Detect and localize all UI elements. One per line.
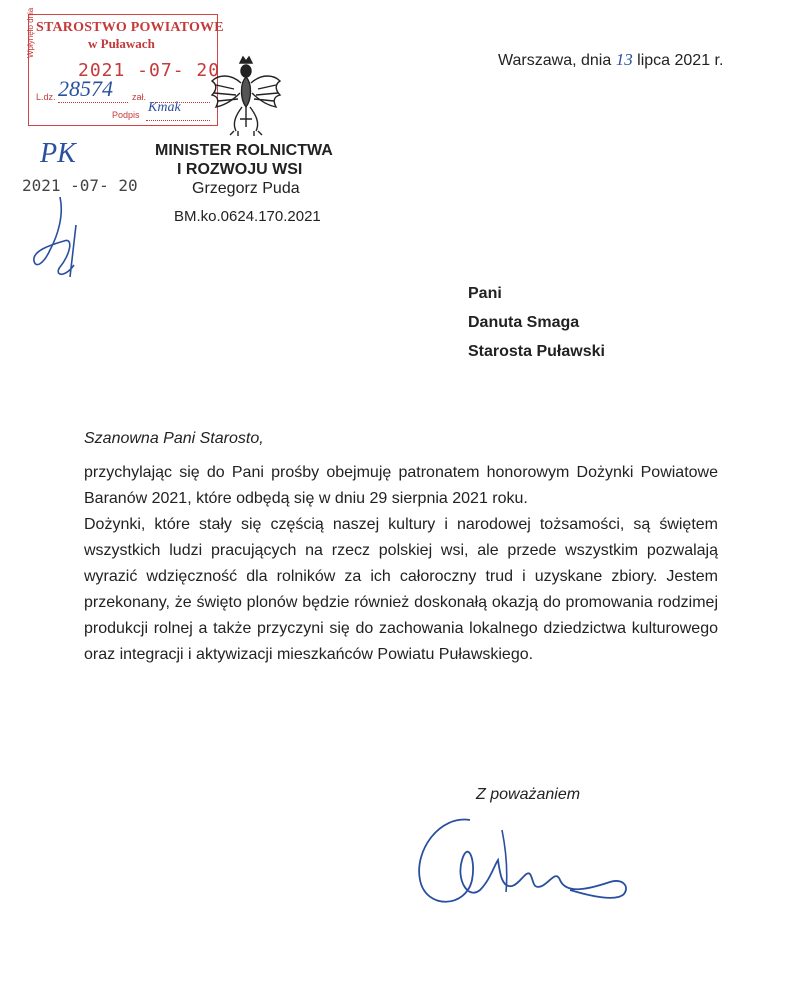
minister-title-line2: I ROZWOJU WSI xyxy=(177,161,303,178)
annotation-date-stamp: 2021 -07- 20 xyxy=(22,176,138,195)
addressee-name: Danuta Smaga xyxy=(468,314,580,331)
minister-title-line1: MINISTER ROLNICTWA xyxy=(155,142,333,159)
paragraph-1: przychylając się do Pani prośby obejmuję patronatem honorowym Dożynki Powiatowe Baranów 2021, które odbędą się w dniu 29 sierpnia 2021 roku. xyxy=(84,464,718,507)
stamp-podpis-label: Podpis xyxy=(112,110,140,120)
stamp-office-city: w Puławach xyxy=(88,36,155,51)
closing: Z poważaniem xyxy=(476,786,581,803)
handwritten-initials: PK xyxy=(40,138,76,169)
letter-body xyxy=(84,460,718,668)
stamp-podpis-line xyxy=(146,120,210,121)
stamp-date: 2021 -07- 20 xyxy=(78,60,221,81)
eagle-emblem-icon xyxy=(210,55,282,137)
signature-icon xyxy=(410,810,640,920)
minister-name: Grzegorz Puda xyxy=(192,180,300,197)
stamp-podpis-value: Kmak xyxy=(148,100,181,115)
minister-title xyxy=(155,141,333,179)
paragraph-2: Dożynki, które stały się częścią naszej kultury i narodowej tożsamości, są świętem wszystkich ludzi pracujących na rzecz polskiej wsi, ale przede wszystkim pozwalają wyrazić wdzięczność dla rolników za ich całoroczny trud i uzyskane zbiory. Jestem przekonany, że święto plonów będzie również doskonałą okazją do promowania rodzimej produkcji rolnej a także przyczyni się do zachowania lokalnego dziedzictwa kulturowego oraz integracji i aktywizacji mieszkańców Powiatu Puławskiego. xyxy=(84,516,718,663)
date-suffix: lipca 2021 r. xyxy=(637,52,724,69)
stamp-ldz-line xyxy=(58,102,128,103)
stamp-received-label: Wpłynęło dnia xyxy=(26,7,35,58)
salutation: Szanowna Pani Starosto, xyxy=(84,430,264,447)
reference-number: BM.ko.0624.170.2021 xyxy=(174,208,321,225)
date-day: 13 xyxy=(615,50,633,69)
date-line xyxy=(498,50,723,70)
handwritten-scribble-icon xyxy=(30,195,90,280)
stamp-office-name: STAROSTWO POWIATOWE xyxy=(36,20,224,35)
addressee-title: Pani xyxy=(468,285,502,302)
addressee-position: Starosta Puławski xyxy=(468,343,605,360)
stamp-ldz-value: 28574 xyxy=(58,76,113,101)
stamp-ldz-label: L.dz. xyxy=(36,92,56,102)
stamp-zal-label: zał. xyxy=(132,92,147,102)
date-prefix: Warszawa, dnia xyxy=(498,52,612,69)
